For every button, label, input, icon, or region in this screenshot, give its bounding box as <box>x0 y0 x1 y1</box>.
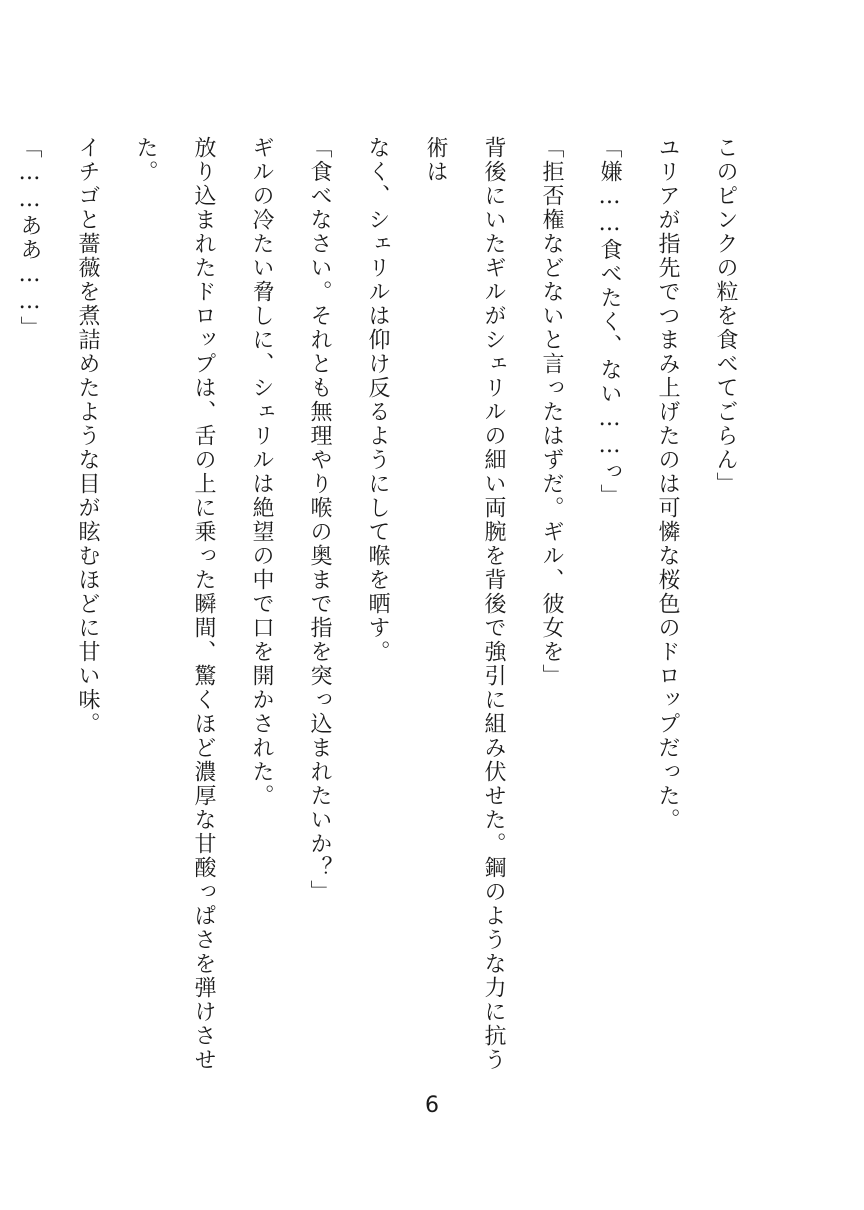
text-line: 「食べなさい。それとも無理やり喉の奥まで指を突っ込まれたいか？」 <box>307 136 332 904</box>
text-line: 「……ああ……」 <box>17 136 42 340</box>
text-line: 放り込まれたドロップは、舌の上に乗った瞬間、驚くほど濃厚な甘酸っぱさを弾けさせた。 <box>133 136 216 1072</box>
text-line: このピンクの粒を食べてごらん」 <box>713 136 738 496</box>
text-line: イチゴと薔薇を煮詰めたような目が眩むほどに甘い味。 <box>75 136 100 736</box>
text-line: ユリアが指先でつまみ上げたのは可憐な桜色のドロップだった。 <box>655 136 680 832</box>
text-line: 背後にいたギルがシェリルの細い両腕を背後で強引に組み伏せた。鋼のような力に抗う術は <box>423 136 506 1072</box>
text-line: ギルの冷たい脅しに、シェリルは絶望の中で口を開かされた。 <box>249 136 274 808</box>
text-line: 「嫌……食べたく、ない……っ」 <box>597 136 622 508</box>
text-line: なく、シェリルは仰け反るようにして喉を晒す。 <box>365 136 390 664</box>
vertical-text-body <box>17 136 754 1076</box>
text-line: 「拒否権などないと言ったはずだ。ギル、彼女を」 <box>539 136 564 688</box>
page-number: 6 <box>425 1093 439 1118</box>
